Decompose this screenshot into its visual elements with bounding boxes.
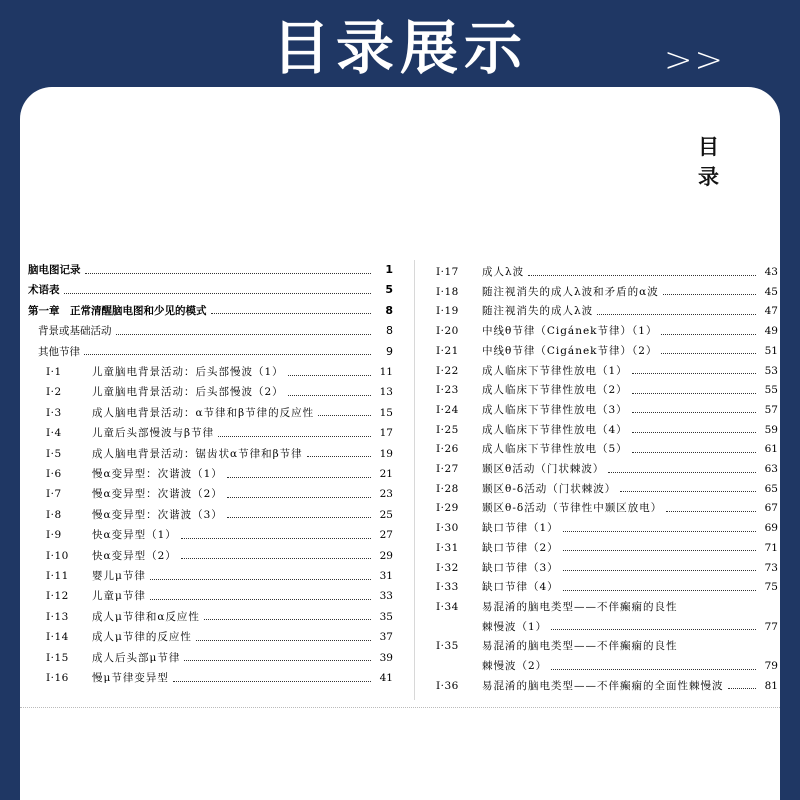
toc-entry bbox=[436, 341, 778, 361]
entry-page-number: 5 bbox=[385, 283, 393, 297]
toc-entry bbox=[436, 439, 778, 459]
dot-leader bbox=[563, 570, 756, 571]
entry-number: Ⅰ·14 bbox=[46, 631, 69, 644]
dot-leader bbox=[196, 640, 371, 641]
toc-entry bbox=[46, 668, 393, 688]
entry-number: Ⅰ·10 bbox=[46, 549, 69, 562]
entry-title: 成人λ波 bbox=[482, 266, 525, 278]
entry-title: 缺口节律（2） bbox=[482, 541, 559, 554]
entry-title: 成人μ节律的反应性 bbox=[92, 631, 192, 644]
entry-title: 儿童脑电背景活动：后头部慢波（2） bbox=[92, 386, 284, 399]
toc-entry bbox=[436, 656, 778, 676]
entry-page-number: 47 bbox=[764, 305, 778, 318]
entry-title: 慢α变异型：次谐波（1） bbox=[92, 468, 223, 480]
entry-title: 儿童脑电背景活动：后头部慢波（1） bbox=[92, 366, 284, 378]
entry-number: Ⅰ·9 bbox=[46, 529, 62, 542]
dot-leader bbox=[318, 415, 371, 416]
dot-leader bbox=[204, 619, 371, 620]
next-arrows-icon[interactable]: >> bbox=[664, 40, 725, 80]
dot-leader bbox=[150, 579, 371, 580]
toc-entry bbox=[436, 262, 778, 282]
entry-title: 成人后头部μ节律 bbox=[92, 651, 181, 664]
toc-entry bbox=[46, 484, 393, 504]
entry-page-number: 51 bbox=[764, 344, 778, 357]
entry-page-number: 65 bbox=[764, 482, 778, 495]
dot-leader bbox=[116, 334, 372, 335]
entry-title: 脑电图记录 bbox=[28, 264, 81, 276]
entry-title: 成人脑电背景活动：α节律和β节律的反应性 bbox=[92, 406, 315, 419]
entry-title: 术语表 bbox=[28, 284, 60, 297]
entry-number: Ⅰ·34 bbox=[436, 600, 459, 613]
toc-entry bbox=[436, 459, 778, 479]
entry-page-number: 8 bbox=[386, 324, 393, 338]
toc-entry bbox=[436, 400, 778, 420]
dot-leader bbox=[307, 456, 371, 457]
dot-leader bbox=[620, 491, 756, 492]
entry-page-number: 23 bbox=[379, 488, 393, 501]
entry-number: Ⅰ·6 bbox=[46, 468, 62, 480]
dot-leader bbox=[184, 660, 371, 661]
dot-leader bbox=[661, 353, 756, 354]
dot-leader bbox=[218, 436, 371, 437]
entry-number: Ⅰ·21 bbox=[436, 344, 459, 357]
entry-title: 慢μ节律变异型 bbox=[92, 672, 169, 684]
toc-entry bbox=[436, 282, 778, 302]
entry-page-number: 8 bbox=[385, 303, 393, 317]
entry-title: 成人临床下节律性放电（2） bbox=[482, 384, 628, 397]
page-bottom-edge bbox=[20, 707, 780, 708]
entry-page-number: 81 bbox=[764, 679, 778, 692]
toc-entry bbox=[46, 423, 393, 443]
entry-page-number: 15 bbox=[379, 406, 393, 419]
toc-entry bbox=[436, 558, 778, 578]
entry-page-number: 37 bbox=[379, 631, 393, 644]
dot-leader bbox=[227, 517, 371, 518]
dot-leader bbox=[173, 681, 371, 682]
entry-title: 颞区θ-δ活动（节律性中颞区放电） bbox=[482, 502, 663, 515]
entry-title: 婴儿μ节律 bbox=[92, 570, 146, 582]
toc-entry bbox=[38, 342, 393, 362]
entry-page-number: 61 bbox=[764, 443, 778, 456]
dot-leader bbox=[666, 511, 756, 512]
entry-title: 易混淆的脑电类型——不伴癫痫的良性 bbox=[482, 640, 678, 653]
document-heading: 目 录 bbox=[698, 134, 737, 189]
toc-entry bbox=[46, 362, 393, 382]
toc-entry bbox=[436, 361, 778, 381]
dot-leader bbox=[288, 375, 371, 376]
entry-page-number: 43 bbox=[764, 266, 778, 278]
dot-leader bbox=[728, 688, 757, 689]
entry-title: 易混淆的脑电类型——不伴癫痫的良性 bbox=[482, 600, 678, 613]
dot-leader bbox=[551, 669, 756, 670]
dot-leader bbox=[597, 314, 756, 315]
dot-leader bbox=[84, 354, 371, 355]
entry-number: Ⅰ·36 bbox=[436, 679, 459, 692]
entry-page-number: 53 bbox=[764, 364, 778, 377]
entry-page-number: 75 bbox=[764, 581, 778, 594]
column-divider bbox=[414, 260, 415, 700]
entry-title: 其他节律 bbox=[38, 345, 80, 358]
dot-leader bbox=[632, 452, 756, 453]
entry-title: 随注视消失的成人λ波和矛盾的α波 bbox=[482, 285, 659, 298]
entry-page-number: 49 bbox=[764, 325, 778, 338]
toc-entry bbox=[436, 479, 778, 499]
toc-entry bbox=[436, 321, 778, 341]
dot-leader bbox=[563, 531, 756, 532]
toc-entry bbox=[28, 260, 393, 280]
dot-leader bbox=[551, 629, 756, 630]
dot-leader bbox=[632, 393, 756, 394]
entry-title: 成人临床下节律性放电（5） bbox=[482, 443, 628, 456]
entry-number: Ⅰ·13 bbox=[46, 610, 69, 623]
entry-number: Ⅰ·32 bbox=[436, 561, 459, 574]
entry-number: Ⅰ·5 bbox=[46, 447, 62, 460]
entry-number: Ⅰ·7 bbox=[46, 488, 62, 501]
entry-title: 颞区θ活动（门状棘波） bbox=[482, 463, 605, 475]
entry-title: 缺口节律（4） bbox=[482, 581, 559, 594]
entry-number: Ⅰ·12 bbox=[46, 590, 69, 603]
entry-page-number: 19 bbox=[379, 447, 393, 460]
entry-title: 中线θ节律（Cigánek节律）（1） bbox=[482, 325, 658, 338]
entry-number: Ⅰ·27 bbox=[436, 463, 459, 475]
entry-page-number: 1 bbox=[385, 263, 393, 276]
entry-title: 成人临床下节律性放电（1） bbox=[482, 364, 628, 377]
entry-title: 缺口节律（1） bbox=[482, 522, 559, 535]
toc-entry bbox=[436, 420, 778, 440]
toc-entry bbox=[46, 382, 393, 402]
dot-leader bbox=[632, 373, 756, 374]
entry-title: 成人脑电背景活动：锯齿状α节律和β节律 bbox=[92, 447, 303, 460]
entry-page-number: 45 bbox=[764, 285, 778, 298]
entry-number: Ⅰ·18 bbox=[436, 285, 459, 298]
entry-page-number: 17 bbox=[379, 427, 393, 440]
entry-number: Ⅰ·35 bbox=[436, 640, 459, 653]
entry-title: 颞区θ-δ活动（门状棘波） bbox=[482, 482, 617, 495]
dot-leader bbox=[85, 273, 372, 274]
toc-entry bbox=[436, 676, 778, 696]
dot-leader bbox=[64, 293, 372, 294]
entry-number: Ⅰ·22 bbox=[436, 364, 459, 377]
entry-number: Ⅰ·15 bbox=[46, 651, 69, 664]
toc-entry bbox=[28, 280, 393, 300]
toc-entry bbox=[46, 505, 393, 525]
entry-page-number: 59 bbox=[764, 423, 778, 436]
entry-page-number: 69 bbox=[764, 522, 778, 535]
banner-title: 目录展示 bbox=[271, 14, 528, 82]
toc-entry bbox=[46, 546, 393, 566]
entry-number: Ⅰ·3 bbox=[46, 406, 62, 419]
entry-number: Ⅰ·29 bbox=[436, 502, 459, 515]
entry-number: Ⅰ·20 bbox=[436, 325, 459, 338]
entry-page-number: 35 bbox=[379, 610, 393, 623]
dot-leader bbox=[288, 395, 371, 396]
entry-title: 中线θ节律（Cigánek节律）（2） bbox=[482, 344, 658, 357]
toc-entry bbox=[436, 301, 778, 321]
entry-title: 儿童μ节律 bbox=[92, 590, 146, 603]
entry-number: Ⅰ·17 bbox=[436, 266, 459, 278]
entry-page-number: 55 bbox=[764, 384, 778, 397]
entry-title: 儿童后头部慢波与β节律 bbox=[92, 427, 215, 440]
entry-title: 成人临床下节律性放电（3） bbox=[482, 403, 628, 416]
entry-title: 快α变异型（2） bbox=[92, 549, 177, 562]
toc-entry bbox=[28, 301, 393, 321]
entry-number: Ⅰ·16 bbox=[46, 672, 69, 684]
dot-leader bbox=[563, 590, 756, 591]
entry-number: Ⅰ·31 bbox=[436, 541, 459, 554]
entry-page-number: 73 bbox=[764, 561, 778, 574]
entry-page-number: 33 bbox=[379, 590, 393, 603]
entry-number: Ⅰ·25 bbox=[436, 423, 459, 436]
entry-number: Ⅰ·19 bbox=[436, 305, 459, 318]
entry-number: Ⅰ·2 bbox=[46, 386, 62, 399]
entry-page-number: 79 bbox=[764, 660, 778, 672]
dot-leader bbox=[227, 497, 371, 498]
entry-title: 快α变异型（1） bbox=[92, 529, 177, 542]
toc-entry bbox=[436, 617, 778, 637]
entry-title: 棘慢波（2） bbox=[482, 660, 548, 672]
entry-page-number: 11 bbox=[379, 366, 393, 378]
dot-leader bbox=[563, 550, 756, 551]
toc-entry bbox=[436, 577, 778, 597]
entry-number: Ⅰ·4 bbox=[46, 427, 62, 440]
entry-page-number: 71 bbox=[764, 541, 778, 554]
toc-entry bbox=[436, 597, 778, 617]
entry-page-number: 27 bbox=[379, 529, 393, 542]
entry-title: 背景或基础活动 bbox=[38, 325, 112, 338]
entry-title: 缺口节律（3） bbox=[482, 561, 559, 574]
dot-leader bbox=[181, 538, 371, 539]
toc-entry bbox=[46, 403, 393, 423]
entry-number: Ⅰ·24 bbox=[436, 403, 459, 416]
entry-title: 成人临床下节律性放电（4） bbox=[482, 423, 628, 436]
entry-page-number: 41 bbox=[379, 672, 393, 684]
entry-title: 易混淆的脑电类型——不伴癫痫的全面性棘慢波 bbox=[482, 679, 724, 692]
entry-number: Ⅰ·23 bbox=[436, 384, 459, 397]
toc-entry bbox=[46, 627, 393, 647]
dot-leader bbox=[227, 477, 371, 478]
entry-number: Ⅰ·28 bbox=[436, 482, 459, 495]
toc-entry bbox=[46, 586, 393, 606]
entry-page-number: 63 bbox=[764, 463, 778, 475]
toc-entry bbox=[436, 518, 778, 538]
entry-page-number: 25 bbox=[379, 508, 393, 521]
entry-page-number: 31 bbox=[379, 570, 393, 582]
entry-page-number: 67 bbox=[764, 502, 778, 515]
entry-title: 成人μ节律和α反应性 bbox=[92, 610, 200, 623]
dot-leader bbox=[661, 334, 756, 335]
entry-page-number: 21 bbox=[379, 468, 393, 480]
entry-number: Ⅰ·1 bbox=[46, 366, 62, 378]
entry-number: Ⅰ·11 bbox=[46, 570, 69, 582]
entry-page-number: 29 bbox=[379, 549, 393, 562]
toc-entry bbox=[46, 444, 393, 464]
entry-title: 第一章 正常清醒脑电图和少见的模式 bbox=[28, 304, 207, 317]
dot-leader bbox=[181, 558, 371, 559]
toc-entry bbox=[46, 566, 393, 586]
dot-leader bbox=[608, 472, 756, 473]
entry-number: Ⅰ·8 bbox=[46, 508, 62, 521]
toc-entry bbox=[436, 538, 778, 558]
toc-entry bbox=[436, 636, 778, 656]
toc-entry bbox=[38, 321, 393, 341]
entry-number: Ⅰ·26 bbox=[436, 443, 459, 456]
dot-leader bbox=[211, 313, 372, 314]
toc-entry bbox=[46, 648, 393, 668]
entry-title: 棘慢波（1） bbox=[482, 620, 548, 633]
dot-leader bbox=[632, 432, 756, 433]
dot-leader bbox=[528, 275, 756, 276]
entry-page-number: 13 bbox=[379, 386, 393, 399]
toc-entry bbox=[436, 380, 778, 400]
entry-title: 随注视消失的成人λ波 bbox=[482, 305, 594, 318]
dot-leader bbox=[663, 294, 756, 295]
entry-page-number: 57 bbox=[764, 403, 778, 416]
entry-number: Ⅰ·33 bbox=[436, 581, 459, 594]
entry-title: 慢α变异型：次谐波（3） bbox=[92, 508, 223, 521]
dot-leader bbox=[632, 412, 756, 413]
entry-page-number: 39 bbox=[379, 651, 393, 664]
toc-entry bbox=[46, 607, 393, 627]
entry-page-number: 77 bbox=[764, 620, 778, 633]
dot-leader bbox=[150, 599, 371, 600]
toc-entry bbox=[46, 525, 393, 545]
entry-title: 慢α变异型：次谐波（2） bbox=[92, 488, 223, 501]
toc-entry bbox=[46, 464, 393, 484]
entry-number: Ⅰ·30 bbox=[436, 522, 459, 535]
toc-entry bbox=[436, 498, 778, 518]
entry-page-number: 9 bbox=[386, 344, 393, 358]
